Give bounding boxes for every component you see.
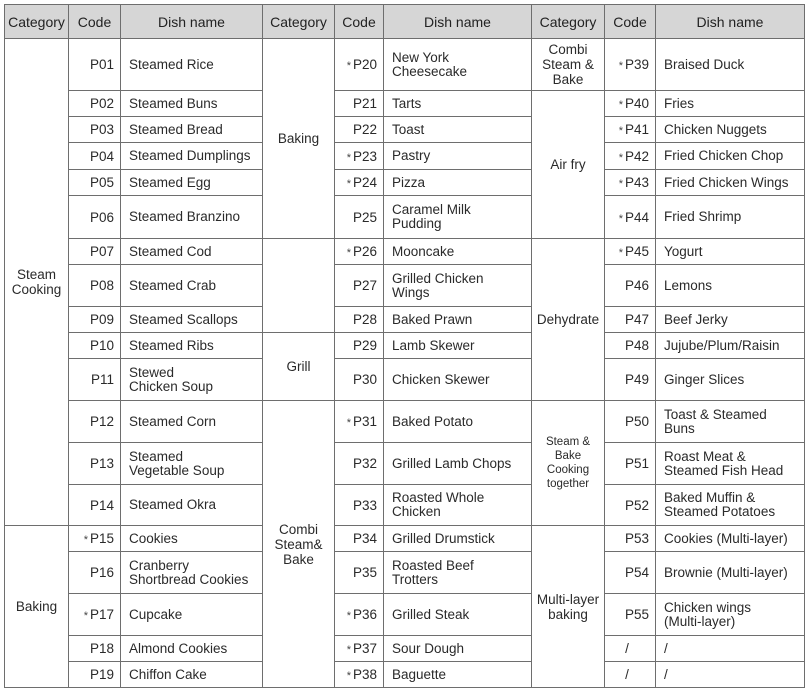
dish-name-cell: Toast: [384, 117, 532, 143]
code-cell: [605, 636, 656, 662]
code-text: P46: [624, 278, 649, 293]
dish-name-cell: Chicken wings (Multi-layer): [656, 594, 805, 636]
header-row: [5, 5, 805, 39]
code-cell: [335, 117, 384, 143]
category-cell: Dehydrate: [532, 239, 605, 401]
table-row: [5, 552, 805, 594]
code-text: P09: [89, 312, 114, 327]
code-text: P27: [352, 278, 377, 293]
code-cell: [335, 265, 384, 307]
dish-name-cell: Steamed Okra: [121, 485, 263, 526]
dish-name-cell: /: [656, 636, 805, 662]
table-row: [5, 359, 805, 401]
code-text: P08: [89, 278, 114, 293]
dish-name-cell: Steamed Branzino: [121, 196, 263, 239]
code-text: P31: [352, 414, 377, 429]
asterisk-mark: *: [618, 125, 623, 137]
code-cell: [605, 401, 656, 443]
category-cell: Steam Cooking: [5, 39, 69, 526]
code-text: P07: [89, 244, 114, 259]
dish-name-cell: Steamed Cod: [121, 239, 263, 265]
asterisk-mark: *: [346, 247, 351, 259]
code-text: P03: [89, 122, 114, 137]
dish-name-cell: Roasted Whole Chicken: [384, 485, 532, 526]
dish-name-cell: Grilled Drumstick: [384, 526, 532, 552]
code-cell: [335, 359, 384, 401]
dish-name-cell: Cookies: [121, 526, 263, 552]
code-text: P06: [89, 209, 114, 225]
dish-name-cell: Steamed Dumplings: [121, 143, 263, 170]
asterisk-mark: *: [346, 610, 351, 622]
dish-name-cell: Fried Chicken Wings: [656, 170, 805, 196]
dish-name-cell: Grilled Chicken Wings: [384, 265, 532, 307]
dish-name-cell: Baguette: [384, 662, 532, 688]
code-cell: [69, 333, 121, 359]
dish-name-cell: Fried Shrimp: [656, 196, 805, 239]
table-row: [5, 143, 805, 170]
dish-name-cell: Chicken Skewer: [384, 359, 532, 401]
code-cell: [69, 662, 121, 688]
code-text: P51: [624, 456, 649, 471]
code-cell: [69, 196, 121, 239]
dish-name-cell: Almond Cookies: [121, 636, 263, 662]
dish-name-cell: Chiffon Cake: [121, 662, 263, 688]
code-cell: [335, 485, 384, 526]
dish-name-cell: Chicken Nuggets: [656, 117, 805, 143]
code-text: P26: [352, 244, 377, 259]
code-text: P45: [624, 244, 649, 259]
table-body: [5, 39, 805, 688]
header-dish-name: Dish name: [121, 5, 263, 39]
category-cell: Air fry: [532, 91, 605, 239]
asterisk-mark: *: [83, 610, 88, 622]
code-text: P55: [624, 607, 649, 622]
dish-name-cell: Cookies (Multi-layer): [656, 526, 805, 552]
asterisk-mark: *: [618, 212, 623, 225]
code-cell: [69, 526, 121, 552]
dish-name-cell: Baked Muffin & Steamed Potatoes: [656, 485, 805, 526]
code-cell: [335, 662, 384, 688]
code-cell: [69, 359, 121, 401]
dish-name-cell: Steamed Scallops: [121, 307, 263, 333]
category-cell: Baking: [5, 526, 69, 688]
dish-name-cell: Grilled Steak: [384, 594, 532, 636]
table-row: [5, 91, 805, 117]
code-cell: [335, 91, 384, 117]
code-text: P54: [624, 565, 649, 580]
dish-name-cell: Stewed Chicken Soup: [121, 359, 263, 401]
code-cell: [605, 143, 656, 170]
code-cell: [605, 196, 656, 239]
code-cell: [69, 443, 121, 485]
dish-name-cell: Yogurt: [656, 239, 805, 265]
header-category: Category: [532, 5, 605, 39]
code-text: P11: [90, 372, 114, 387]
code-text: P50: [624, 414, 649, 429]
dish-name-cell: Steamed Buns: [121, 91, 263, 117]
dish-name-cell: Steamed Corn: [121, 401, 263, 443]
table-row: [5, 170, 805, 196]
code-cell: [69, 39, 121, 91]
code-cell: [69, 170, 121, 196]
code-text: P15: [89, 531, 114, 546]
code-text: P52: [624, 497, 649, 513]
dish-name-cell: Sour Dough: [384, 636, 532, 662]
code-text: P49: [624, 372, 649, 387]
code-text: P23: [352, 148, 377, 164]
dish-name-cell: Beef Jerky: [656, 307, 805, 333]
code-text: P24: [352, 175, 377, 190]
code-cell: [69, 636, 121, 662]
dish-name-cell: Roasted Beef Trotters: [384, 552, 532, 594]
code-cell: [605, 117, 656, 143]
table-row: [5, 196, 805, 239]
asterisk-mark: *: [83, 534, 88, 546]
code-text: P22: [352, 122, 377, 137]
header-dish-name: Dish name: [384, 5, 532, 39]
code-text: P41: [624, 122, 649, 137]
code-cell: [69, 401, 121, 443]
category-cell: [263, 239, 335, 333]
dish-name-cell: Brownie (Multi-layer): [656, 552, 805, 594]
dish-name-cell: Roast Meat & Steamed Fish Head: [656, 443, 805, 485]
dish-name-cell: Steamed Crab: [121, 265, 263, 307]
dish-name-cell: Braised Duck: [656, 39, 805, 91]
table-row: [5, 662, 805, 688]
code-cell: [335, 401, 384, 443]
code-cell: [335, 594, 384, 636]
table-row: [5, 594, 805, 636]
code-text: P32: [352, 456, 377, 471]
code-cell: [69, 594, 121, 636]
table-row: [5, 443, 805, 485]
dish-name-cell: Tarts: [384, 91, 532, 117]
code-text: P47: [624, 312, 649, 327]
code-text: P17: [89, 607, 114, 622]
code-cell: [605, 170, 656, 196]
code-cell: [335, 636, 384, 662]
dish-name-cell: /: [656, 662, 805, 688]
code-cell: [335, 196, 384, 239]
header-dish-name: Dish name: [656, 5, 805, 39]
dish-name-cell: Ginger Slices: [656, 359, 805, 401]
code-text: P48: [624, 338, 649, 353]
asterisk-mark: *: [618, 151, 623, 164]
code-text: P01: [89, 57, 114, 72]
code-cell: [69, 117, 121, 143]
dish-name-cell: Jujube/Plum/Raisin: [656, 333, 805, 359]
asterisk-mark: *: [346, 417, 351, 429]
code-cell: [605, 485, 656, 526]
code-text: P25: [352, 209, 377, 225]
table-row: [5, 526, 805, 552]
code-cell: [605, 333, 656, 359]
asterisk-mark: *: [346, 644, 351, 656]
code-text: /: [625, 667, 629, 682]
code-text: P02: [89, 96, 114, 111]
code-cell: [605, 91, 656, 117]
code-text: /: [625, 641, 629, 656]
code-cell: [335, 443, 384, 485]
dish-name-cell: Steamed Rice: [121, 39, 263, 91]
asterisk-mark: *: [346, 670, 351, 682]
table-row: [5, 239, 805, 265]
code-text: P04: [89, 148, 114, 164]
code-cell: [335, 333, 384, 359]
dish-name-cell: New York Cheesecake: [384, 39, 532, 91]
code-cell: [605, 662, 656, 688]
code-cell: [69, 265, 121, 307]
code-cell: [605, 359, 656, 401]
code-text: P38: [352, 667, 377, 682]
dish-name-cell: Grilled Lamb Chops: [384, 443, 532, 485]
category-cell: Multi-layer baking: [532, 526, 605, 688]
asterisk-mark: *: [346, 151, 351, 164]
dish-name-cell: Mooncake: [384, 239, 532, 265]
code-text: P30: [352, 372, 377, 387]
dish-name-cell: Baked Prawn: [384, 307, 532, 333]
code-text: P18: [89, 641, 114, 656]
code-cell: [605, 39, 656, 91]
code-text: P35: [352, 565, 377, 580]
asterisk-mark: *: [618, 247, 623, 259]
code-cell: [605, 443, 656, 485]
code-cell: [335, 170, 384, 196]
code-text: P33: [352, 497, 377, 513]
code-cell: [605, 265, 656, 307]
code-text: P14: [89, 497, 114, 513]
code-text: P05: [89, 175, 114, 190]
header-category: Category: [5, 5, 69, 39]
asterisk-mark: *: [618, 60, 623, 72]
code-cell: [335, 143, 384, 170]
code-text: P39: [624, 57, 649, 72]
code-text: P13: [89, 456, 114, 471]
header-code: Code: [335, 5, 384, 39]
header-code: Code: [605, 5, 656, 39]
code-text: P12: [89, 414, 114, 429]
code-text: P19: [89, 667, 114, 682]
code-cell: [605, 552, 656, 594]
code-cell: [69, 91, 121, 117]
asterisk-mark: *: [346, 60, 351, 72]
menu-table: [4, 4, 805, 688]
code-cell: [69, 307, 121, 333]
table-row: [5, 333, 805, 359]
code-cell: [335, 552, 384, 594]
table-row: [5, 265, 805, 307]
code-text: P29: [352, 338, 377, 353]
code-cell: [605, 594, 656, 636]
code-text: P44: [624, 209, 649, 225]
code-text: P53: [624, 531, 649, 546]
dish-name-cell: Cupcake: [121, 594, 263, 636]
dish-name-cell: Toast & Steamed Buns: [656, 401, 805, 443]
code-text: P37: [352, 641, 377, 656]
code-text: P21: [352, 96, 377, 111]
dish-name-cell: Steamed Vegetable Soup: [121, 443, 263, 485]
asterisk-mark: *: [346, 178, 351, 190]
dish-name-cell: Pizza: [384, 170, 532, 196]
dish-name-cell: Caramel Milk Pudding: [384, 196, 532, 239]
header-code: Code: [69, 5, 121, 39]
dish-name-cell: Steamed Ribs: [121, 333, 263, 359]
code-cell: [69, 552, 121, 594]
table-row: [5, 307, 805, 333]
code-cell: [69, 239, 121, 265]
code-text: P36: [352, 607, 377, 622]
dish-name-cell: Lemons: [656, 265, 805, 307]
code-text: P42: [624, 148, 649, 164]
category-cell: Grill: [263, 333, 335, 401]
code-cell: [605, 307, 656, 333]
table-row: [5, 39, 805, 91]
table-row: [5, 485, 805, 526]
code-cell: [605, 239, 656, 265]
code-cell: [335, 239, 384, 265]
code-text: P10: [89, 338, 114, 353]
code-cell: [335, 307, 384, 333]
code-text: P40: [624, 96, 649, 111]
category-cell: Baking: [263, 39, 335, 239]
category-cell: Combi Steam& Bake: [263, 401, 335, 688]
code-cell: [335, 526, 384, 552]
code-cell: [69, 485, 121, 526]
code-cell: [69, 143, 121, 170]
code-text: P43: [624, 175, 649, 190]
code-cell: [335, 39, 384, 91]
code-text: P20: [352, 57, 377, 72]
dish-name-cell: Pastry: [384, 143, 532, 170]
category-cell: Steam & Bake Cooking together: [532, 401, 605, 526]
dish-name-cell: Lamb Skewer: [384, 333, 532, 359]
dish-name-cell: Fries: [656, 91, 805, 117]
code-text: P16: [89, 565, 114, 580]
code-text: P34: [352, 531, 377, 546]
asterisk-mark: *: [618, 99, 623, 111]
dish-name-cell: Steamed Bread: [121, 117, 263, 143]
asterisk-mark: *: [618, 178, 623, 190]
dish-name-cell: Cranberry Shortbread Cookies: [121, 552, 263, 594]
code-text: P28: [352, 312, 377, 327]
category-cell: Combi Steam & Bake: [532, 39, 605, 91]
code-cell: [605, 526, 656, 552]
header-category: Category: [263, 5, 335, 39]
table-row: [5, 117, 805, 143]
dish-name-cell: Steamed Egg: [121, 170, 263, 196]
dish-name-cell: Baked Potato: [384, 401, 532, 443]
table-row: [5, 636, 805, 662]
table-row: [5, 401, 805, 443]
dish-name-cell: Fried Chicken Chop: [656, 143, 805, 170]
